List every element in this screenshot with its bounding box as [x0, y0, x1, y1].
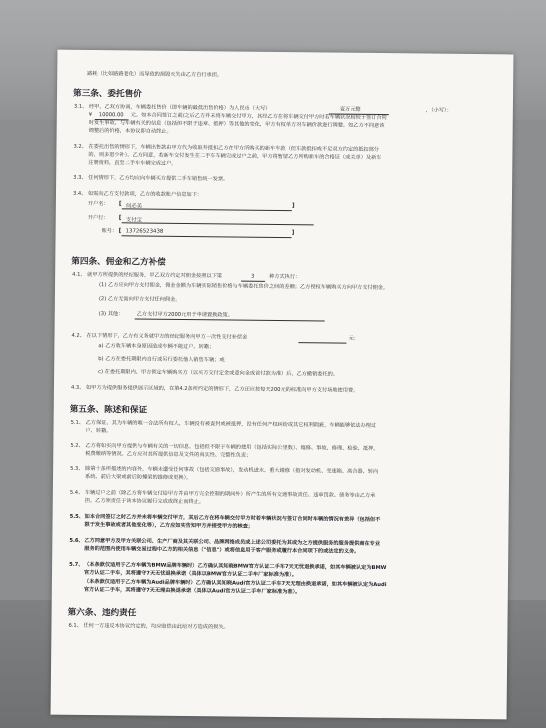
section-6-heading: 第六条、违约责任: [67, 607, 137, 619]
clause-5-7-line-3: （本条款仅适用于乙方车辆为Audi品牌车辆时）乙方确认其知晓Audi官方认证二手车7天无理由换退承诺，如其车辆被认定为Audi: [83, 578, 387, 589]
clause-5-5-number: 5.5、: [69, 513, 85, 520]
clause-3-4-text: 如需向乙方支付款项，乙方的收款账户信息如下：: [87, 190, 203, 199]
clause-5-4-line-1: 车辆过户之前（除乙方将车辆交付给甲方并由甲方完全控制的期间外）所产生的所有交通事故责任、违章罚款、债务等由乙方承: [84, 489, 376, 499]
clause-5-5-line-1: 如本合同签订之时乙方并未将车辆交付甲方，其后乙方在将车辆交付甲方时若车辆状况与签订合同时车辆的情况有差异（包括但不: [84, 513, 381, 524]
clause-4-1-line-1: 就甲方所提供的经纪服务，甲乙双方约定对佣金按照以下第: [87, 271, 223, 280]
clause-5-1-line-2: 户、转籍。: [85, 427, 112, 435]
clause-5-6-number: 5.6、: [69, 537, 84, 544]
commission-choice: 3: [251, 273, 255, 280]
account-number-underline: [122, 235, 292, 238]
bracket-close: ]: [291, 229, 295, 237]
clause-3-1-line-1: 经甲、乙双方协商，车辆委托售价（即车辆的最低出售价格）为人民币（大写）: [88, 103, 271, 112]
clause-5-7-line-1: （本条款仅适用于乙方车辆为BMW品牌车辆时）乙方确认其知晓BMW官方认证二手车7天无忧退换承诺，如其车辆被认定为BMW: [84, 561, 387, 572]
clause-6-1-number: 6.1、: [68, 622, 82, 629]
clause-5-4-number: 5.4、: [69, 489, 84, 496]
top-line: 路耗（比如路路老化）而导致的损毁灭失由乙方自行承担。: [87, 70, 223, 79]
clause-4-2-number: 4.2、: [71, 332, 85, 339]
clause-5-7-number: 5.7、: [69, 561, 84, 568]
bracket-close: ]: [291, 202, 295, 210]
clause-5-3-number: 5.3、: [70, 465, 84, 472]
account-number-value: 13726523438: [125, 228, 164, 235]
account-number-label: 账号：: [101, 228, 118, 235]
clause-5-3-line-2: 系统、前后大梁或前后防撞梁的维修或更换）。: [84, 473, 192, 482]
compensation-underline: [298, 342, 346, 344]
clause-5-2-line-2: 税费缴纳等情况。乙方应对其所提供信息及文件的真实性、完整性负责；: [85, 450, 252, 459]
clause-5-2-line-1: 乙方将如实向甲方提供与车辆有关的一切信息，包括但不限于车辆的使用（包括实际公里数）、维修、事故、修理、检验、抵押、: [85, 442, 379, 453]
clause-5-6-line-1: 乙方同意甲方及甲方关联公司、生产厂商及其关联公司、品牌网络成员或上述公司委托为其或为之方提供服务的服务提供商在专业: [84, 537, 381, 548]
clause-5-4-line-2: 担。乙方须责任于该本协议履行完成或终止而终止。: [84, 497, 205, 506]
account-holder-label: 开户名：: [87, 200, 109, 208]
clause-3-1-number: 3.1、: [73, 103, 88, 110]
clause-6-1-text: 任何一方违反本协议约定的，均应赔偿由此给对方造成的损失。: [83, 622, 229, 631]
bank-underline: [122, 222, 314, 225]
option-2: (2) 乙方无需向甲方支付任何佣金。: [98, 296, 181, 303]
clause-5-2-number: 5.2、: [70, 442, 84, 449]
clause-3-4-number: 3.4、: [72, 190, 87, 197]
clause-4-1-number: 4.1、: [72, 271, 86, 278]
case-a: a) 乙方收车辆本身原因造成车辆不能过户、转籍；: [98, 343, 215, 351]
clause-4-2-line-1: 在以下情形下，乙方有义务就甲方的经纪服务向甲方一次性支付补偿金: [86, 332, 248, 341]
option-3-label: (3) 其他：: [98, 311, 124, 318]
clause-4-2-unit: 元：: [348, 335, 359, 342]
bracket-open: [: [118, 214, 122, 222]
option-3-underline: [135, 318, 325, 321]
clause-4-1-line-1b: 种方式执行：: [269, 273, 301, 281]
yuan-sign: ¥: [88, 111, 93, 118]
clause-5-7-line-4: 官方认证二手车，其将遵守7天无理由换退承诺（具体以Audi官方认证二手车厂家标准为准）。: [83, 586, 301, 596]
clause-3-1-line-2: 元。如本合同签订之前/之后乙方并未将车辆交付甲方，其经乙方在将车辆交付甲方时若车辆状况相较于签订合同: [130, 112, 387, 122]
section-5-heading: 第五条、陈述和保证: [69, 404, 148, 416]
account-holder-value: 何必美: [125, 203, 143, 210]
clause-5-3-line-1: 除第十条所描述的内容外，车辆未遭受任何事故（包括交通事故），发动机进水、重大维修（指对发动机、变速箱、离合器、转向: [85, 465, 379, 476]
clause-3-2-line-2: 的，则多退少补）。乙方同意，若新车交付发生在二手车车辆完成过户之前，甲方将暂留乙方所购新车的合格证（或关单）及新车: [88, 151, 382, 162]
section-3-heading: 第三条、委托售价: [72, 88, 142, 100]
clause-3-2-number: 3.2、: [73, 143, 87, 150]
option-3-value: 乙方支付甲方2000元用于申请置换政策。: [136, 311, 233, 319]
clause-3-2-line-1: 在委托出售的情形下，车辆出售款由甲方代为收取并抵扣乙方在甲方所购买的新车车款（但车款抵扣或不足双方约定的抵扣部分: [88, 143, 380, 154]
clause-4-3-text: 如甲方为提供服务提供展示区域的，在第4.2条所约定的情形下，乙方还应按每天200元的标准向甲方支付场地使用费。: [85, 384, 359, 394]
clause-3-1-line-4: 调整后的价格，本协议即自动终止。: [88, 127, 172, 135]
clause-3-1-line-3: 时发生事故、与车辆有关的信息（包括但不限于违章、抵押）等其他的变化，甲方有权单方对车辆价款进行调整。如乙方不同意该: [88, 119, 385, 130]
amount-words: 壹万元整: [339, 106, 361, 113]
contract-page: [51, 50, 514, 720]
amount-figures: 10000.00: [98, 112, 124, 119]
clause-3-3-text: 任何情形下，乙方均应向车辆买方提供二手车销售统一发票。: [88, 174, 229, 183]
account-holder-underline: [122, 208, 292, 211]
case-b: b) 乙方在委托期限内自行或另行委托他人销售车辆；或: [98, 356, 225, 364]
clause-5-7-line-2: 官方认证二手车，其将遵守7天无忧退换承诺（具体以BMW官方认证二手车厂家标准为准）。: [83, 569, 298, 579]
choice-underline: [241, 281, 265, 282]
section-4-heading: 第四条、佣金和乙方补偿: [71, 256, 166, 268]
clause-3-2-line-3: 注册资料，直至二手车车辆完成过户。: [88, 159, 177, 167]
bank-label: 开户行：: [87, 214, 109, 222]
case-c: c) 在委托期限内、甲方锁定车辆购买方（以买方交付定金或意向金或首付款为准）后，乙方撤销委托的。: [98, 369, 339, 378]
clause-5-1-line-1: 乙方保证，其为车辆的唯一合法所有权人，车辆没有被查封或被抵押，没有任何产权纠纷或其它权利瑕疵，车辆能够依法办理过: [85, 419, 377, 429]
clause-4-3-number: 4.3、: [70, 384, 85, 391]
clause-5-1-number: 5.1、: [70, 419, 85, 426]
bank-value: 支付宝: [125, 217, 142, 224]
clause-5-5-line-2: 限于发生事故或者其他变化等），乙方应如实告知甲方并接受甲方的核查；: [84, 521, 254, 530]
bracket-open: [: [118, 227, 122, 235]
option-1: (1) 乙方应向甲方支付佣金，佣金金额为车辆实际销售价格与车辆委托售价之间的差额；乙方授权车辆购买方向甲方支付佣金。: [98, 282, 389, 292]
bracket-open: [: [118, 200, 122, 208]
clause-3-3-number: 3.3、: [73, 174, 87, 181]
clause-5-6-line-2: 服务的范围内使用车辆交易过程中乙方的相关信息（"信息"）或将信息用于客户服务或履行本合同项下的或法定的义务。: [84, 545, 360, 555]
amount-figures-label: ，（小写）：: [425, 107, 452, 114]
